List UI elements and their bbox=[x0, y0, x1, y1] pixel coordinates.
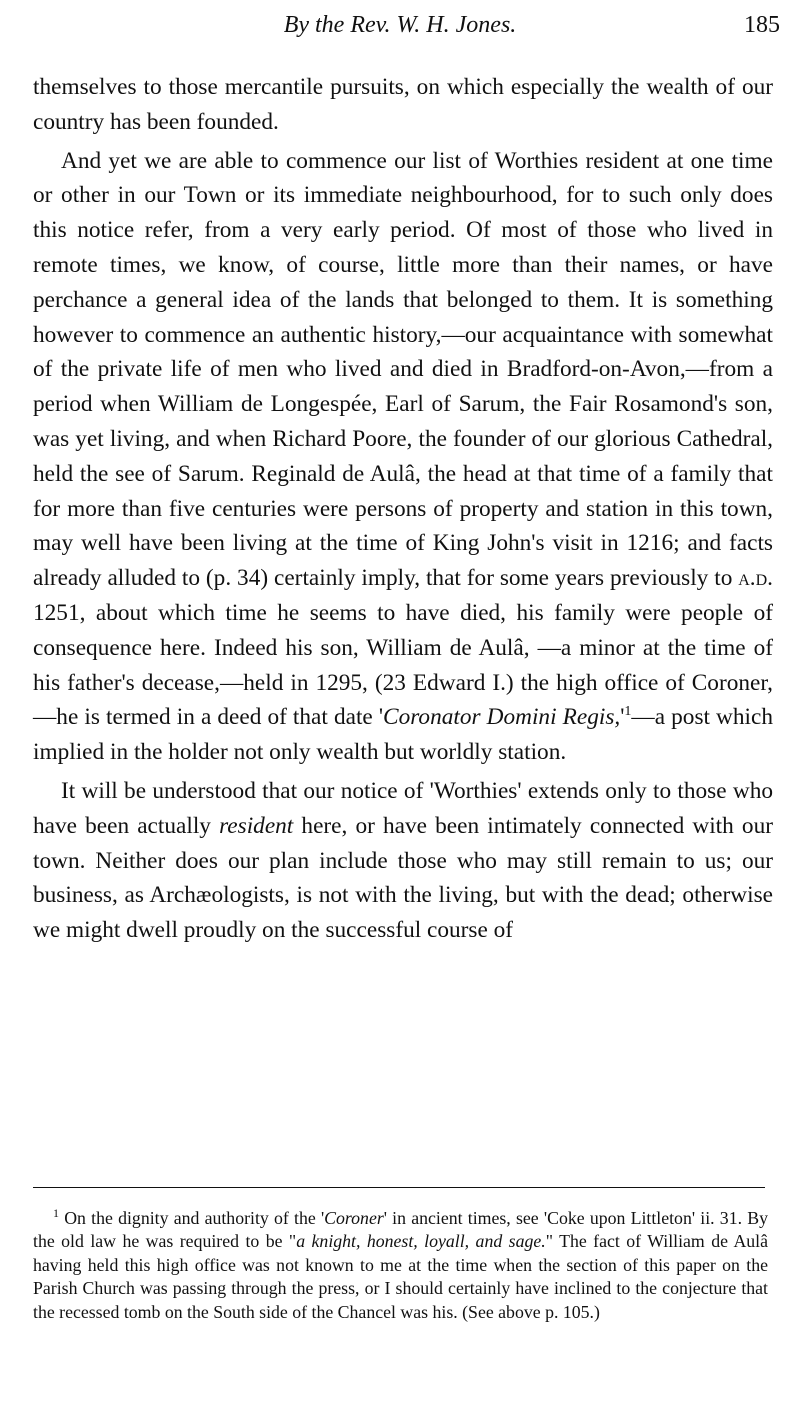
paragraph-2-part-3: —a post which implied in the holder not only wealth but worldly station. bbox=[33, 704, 773, 766]
footnote-quote: a knight, honest, loyall, and sage. bbox=[296, 1231, 546, 1252]
footnote-coroner: Coroner bbox=[324, 1208, 384, 1228]
paragraph-3-part-1: It will be understood that our notice of 'Worthies' extends only to those who have been actually bbox=[33, 777, 773, 839]
footnote-part-2: ' in ancient times, see 'Coke upon Littleton' ii. 31. By the old law he was required to be " bbox=[33, 1208, 768, 1252]
running-title: By the Rev. W. H. Jones. bbox=[283, 12, 517, 38]
closing-quote: ' bbox=[620, 704, 625, 731]
footnote-reference: 1 bbox=[624, 704, 632, 720]
paragraph-1: themselves to those mercantile pursuits, on which especially the wealth of our country has been founded. bbox=[33, 74, 773, 135]
emphasis-resident: resident bbox=[219, 812, 294, 839]
footnote-marker: 1 bbox=[53, 1206, 59, 1221]
latin-phrase: Coronator Domini Regis, bbox=[383, 704, 621, 731]
page-header bbox=[0, 12, 800, 46]
paragraph-3-part-2: here, or have been intimately connected with our town. Neither does our plan include those who may still remain to us; our business, as Archæologists, is not with the living, but with the dead; otherwise we might dwell proudly on the successful course of bbox=[33, 812, 773, 944]
footnote bbox=[33, 1207, 768, 1324]
page-number: 185 bbox=[744, 12, 780, 38]
paragraph-2-part-1: And yet we are able to commence our list of Worthies resident at one time or other in our Town or its immediate neighbourhood, for to such only does this notice refer, from a very early period. Of most of those who lived in remote times, we know, of course, little more than their names, or have perchance a general idea of the lands that belonged to them. It is something however to commence an authentic history,—our acquaintance with somewhat of the private life of men who lived and died in Bradford-on-Avon,—from a period when William de Longespée, Earl of Sarum, the Fair Rosamond's son, was yet living, and when Richard Poore, the founder of our glorious Cathedral, held the see of Sarum. Reginald de Aulâ, the head at that time of a family that for more than five centuries were persons of property and station in this town, may well have been living at the time of King John's visit in 1216; and facts already alluded to (p. 34) certainly imply, that for some years previously to bbox=[33, 147, 773, 592]
body-text bbox=[33, 70, 773, 948]
footnote-part-1: On the dignity and authority of the ' bbox=[59, 1208, 325, 1228]
paragraph-2-part-2: 1251, about which time he seems to have died, his family were people of consequence here. Indeed his son, William de Aulâ, —a minor at the time of his father's decease,—held in 1295, (23 Edward I.) the high office of Coroner,—he is termed in a deed of that date ' bbox=[33, 599, 773, 731]
paragraph-2 bbox=[33, 144, 773, 770]
footnote-rule bbox=[33, 1187, 765, 1188]
paragraph-3 bbox=[33, 774, 773, 948]
footnote-part-3: " The fact of William de Aulâ having held this high office was not known to me at the time when the section of this paper on the Parish Church was passing through the press, or I should certainly have inclined to the conjecture that the recessed tomb on the South side of the Chancel was his. (See above p. 105.) bbox=[33, 1231, 769, 1322]
anno-domini: a.d. bbox=[738, 565, 773, 592]
